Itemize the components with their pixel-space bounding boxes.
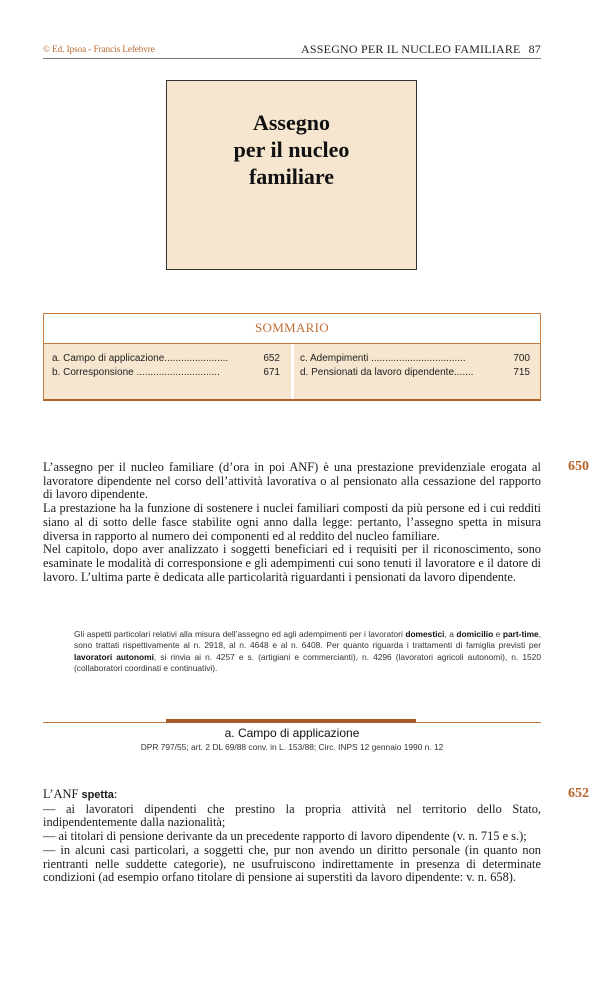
- sommario-right-column: [300, 352, 530, 380]
- lead-text: L’ANF: [43, 787, 82, 801]
- running-title: ASSEGNO PER IL NUCLEO FAMILIARE: [301, 42, 521, 56]
- sommario-entry-number: 671: [263, 367, 280, 378]
- sommario-entry[interactable]: [300, 366, 530, 380]
- running-header: [301, 42, 541, 57]
- section-body: [43, 788, 541, 885]
- lead-bold: spetta: [81, 789, 114, 801]
- note-bold: domicilio: [456, 629, 494, 639]
- sommario-entry[interactable]: [52, 352, 280, 366]
- sommario-entry-label: c. Adempimenti ..................................: [300, 353, 466, 364]
- note-bold: lavoratori autonomi: [74, 651, 154, 662]
- cross-reference-note: [74, 629, 541, 675]
- intro-text: [43, 461, 541, 584]
- sommario-entry[interactable]: [52, 366, 280, 380]
- note-text: e: [493, 629, 503, 639]
- sommario-heading: SOMMARIO: [255, 320, 329, 335]
- intro-paragraph: L’assegno per il nucleo familiare (d’ora in poi ANF) è una prestazione previdenziale erogata al lavoratore dipendente nel corso dell’attività lavorativa o al pensionato alla cessazione del rapporto di lavoro dipendente.: [43, 460, 541, 502]
- chapter-title-box: [166, 80, 417, 270]
- section-rule-accent: [166, 719, 416, 723]
- note-text: , sono trattati rispettivamente al n. 2918, al n. 4648 e al n. 6408. Per quanto riguarda i trattamenti di famiglia previsti per: [74, 629, 542, 651]
- margin-number-652: 652: [568, 786, 589, 801]
- intro-paragraph: Nel capitolo, dopo aver analizzato i soggetti beneficiari ed i requisiti per il riconoscimento, sono esaminate le modalità di corresponsione e gli adempimenti cui sono tenuti il lavoratore e il datore di lavoro. L’ultima parte è dedicata alle particolarità riguardanti i pensionati da lavoro dipendente.: [43, 542, 541, 584]
- section-references: DPR 797/55; art. 2 DL 69/88 conv. in L. 153/88; Circ. INPS 12 gennaio 1990 n. 12: [140, 742, 444, 752]
- list-item: — in alcuni casi particolari, a soggetti che, pur non avendo un diritto personale (in quanto non rientranti nelle suddette categorie), ne usufruiscono indirettamente in presenza di determinate condizioni (ad esempio orfano titolare di pensione ai superstiti da lavoro dipendente: v. n. 658).: [43, 842, 541, 885]
- sommario-left-column: [52, 352, 280, 380]
- publisher-credit: © Ed. Ipsoa - Francis Lefebvre: [43, 44, 155, 54]
- sommario-entry-number: 652: [263, 353, 280, 364]
- section-lead: [43, 788, 541, 803]
- margin-number-650: 650: [568, 459, 589, 474]
- sommario-box: [43, 313, 541, 401]
- sommario-entry-label: b. Corresponsione ..............................: [52, 367, 220, 378]
- note-text: , a: [444, 629, 457, 639]
- sommario-entry-number: 700: [513, 353, 530, 364]
- header-rule: [43, 58, 541, 59]
- list-item: — ai lavoratori dipendenti che prestino la propria attività nel territorio dello Stato, indipendentemente dalla nazionalità;: [43, 801, 541, 830]
- sommario-entry-label: d. Pensionati da lavoro dipendente.......: [300, 367, 474, 378]
- sommario-divider: [291, 344, 294, 399]
- sommario-entry-number: 715: [513, 367, 530, 378]
- note-bold: part-time: [502, 629, 539, 639]
- sommario-entry-label: a. Campo di applicazione.......................: [52, 353, 229, 364]
- lead-tail: :: [113, 787, 118, 801]
- page-number: 87: [528, 42, 541, 56]
- intro-paragraph: La prestazione ha la funzione di sostenere i nuclei familiari composti da più persone ed i cui redditi siano al di sotto delle fasce stabilite ogni anno dalla legge: pertanto, l’assegno spetta in misura diversa in rapporto al numero dei componenti ed al reddito del nucleo familiare.: [43, 501, 541, 543]
- sommario-entry[interactable]: [300, 352, 530, 366]
- chapter-title: Assegno per il nucleo familiare: [233, 110, 350, 189]
- section-title: a. Campo di applicazione: [224, 726, 360, 740]
- list-item: — ai titolari di pensione derivante da un precedente rapporto di lavoro dipendente (v. n. 715 e s.);: [43, 829, 527, 844]
- note-bold: domestici: [405, 629, 445, 639]
- note-text: Gli aspetti particolari relativi alla misura dell’assegno ed agli adempimenti per i lavoratori: [74, 629, 406, 639]
- note-text: , si rinvia ai n. 4257 e s. (artigiani e commercianti), n. 4296 (lavoratori agricoli autonomi), n. 1520 (collaboratori coordinati e continuativi).: [74, 651, 541, 674]
